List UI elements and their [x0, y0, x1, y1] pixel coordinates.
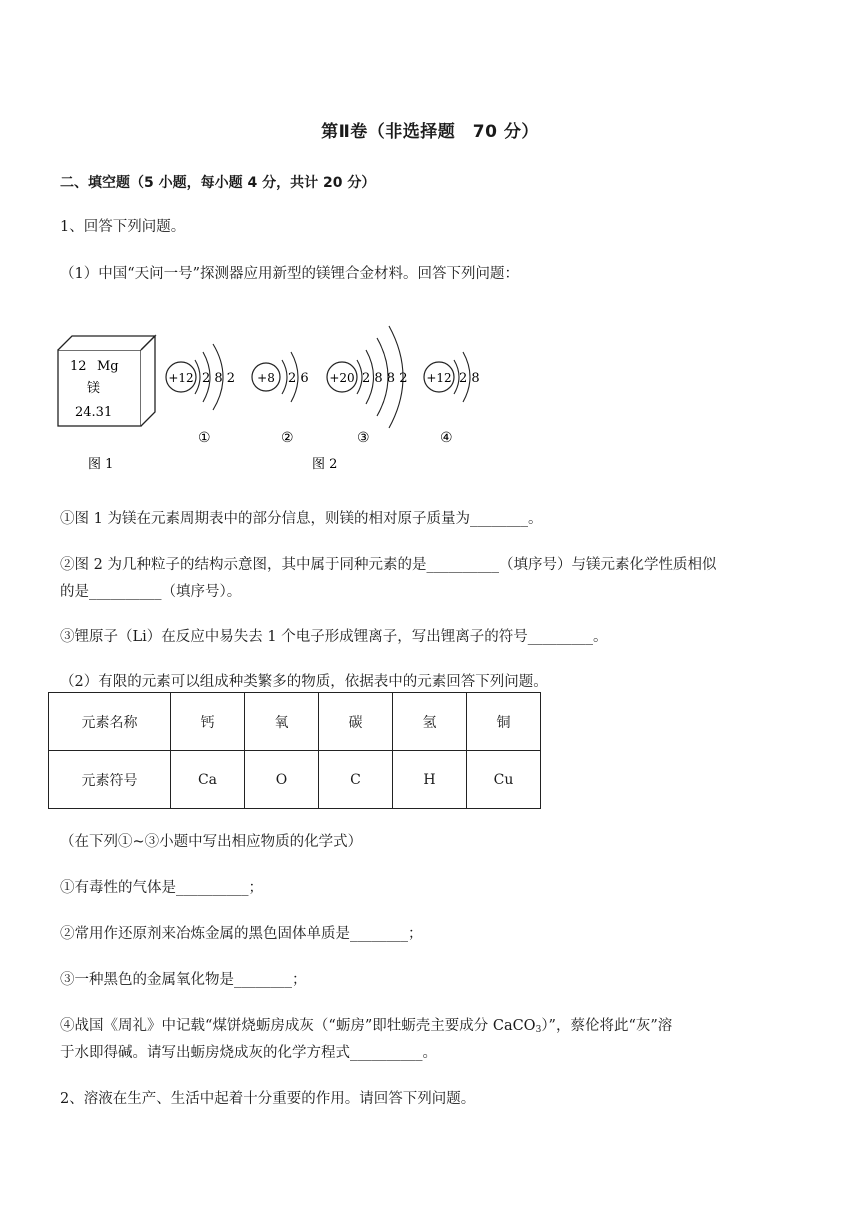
table-row: [49, 693, 541, 751]
particle-1: [166, 344, 235, 446]
periodic-table-cell: [58, 336, 155, 426]
table-cell: Ca: [171, 751, 245, 809]
particle-1-shells: 2 8 2: [202, 371, 236, 386]
question-1-sub-2-line-1: ②图 2 为几种粒子的结构示意图，其中属于同种元素的是__________（填序号）与镁元素化学性质相似: [60, 557, 717, 573]
particle-4-nucleus: +12: [426, 371, 452, 385]
question-2-stem: 2、溶液在生产、生活中起着十分重要的作用。请回答下列问题。: [60, 1091, 476, 1107]
atomic-structure-figures: [55, 312, 515, 477]
particle-2-nucleus: +8: [257, 371, 275, 385]
table-cell: Cu: [467, 751, 541, 809]
question-1-answer-3: ③一种黑色的金属氧化物是________；: [60, 972, 307, 988]
question-1-part-1: （1）中国“天问一号”探测器应用新型的镁锂合金材料。回答下列问题：: [60, 266, 520, 282]
question-1-sub-1: ①图 1 为镁在元素周期表中的部分信息，则镁的相对原子质量为________。: [60, 511, 543, 527]
element-symbol: Mg: [97, 359, 119, 374]
answer-4-text-post: ）”，蔡伦将此“灰”溶: [541, 1018, 673, 1034]
atomic-number: 12: [70, 359, 87, 374]
table-header-name: 元素名称: [49, 693, 171, 751]
question-1-note: （在下列①~③小题中写出相应物质的化学式）: [60, 834, 363, 850]
particle-3-nucleus: +20: [329, 371, 355, 385]
particle-4-shells: 2 8: [459, 371, 480, 386]
particle-1-label: ①: [198, 430, 211, 446]
particle-2-label: ②: [281, 430, 294, 446]
table-cell: C: [319, 751, 393, 809]
particle-1-nucleus: +12: [168, 371, 194, 385]
figure-2-caption: 图 2: [312, 457, 338, 472]
particle-3-label: ③: [357, 430, 370, 446]
question-1-answer-2: ②常用作还原剂来冶炼金属的黑色固体单质是________；: [60, 926, 423, 942]
particle-2: [252, 352, 309, 446]
question-1-sub-3: ③锂原子（Li）在反应中易失去 1 个电子形成锂离子，写出锂离子的符号_________。: [60, 629, 608, 645]
table-cell: 碳: [319, 693, 393, 751]
question-1-answer-4-line-2: 于水即得碱。请写出蛎房烧成灰的化学方程式__________。: [60, 1045, 437, 1061]
question-1-part-2: （2）有限的元素可以组成种类繁多的物质，依据表中的元素回答下列问题。: [60, 674, 548, 690]
table-cell: H: [393, 751, 467, 809]
table-cell: 铜: [467, 693, 541, 751]
table-cell: O: [245, 751, 319, 809]
particle-4: [424, 352, 480, 446]
element-table: [48, 692, 541, 809]
table-header-symbol: 元素符号: [49, 751, 171, 809]
question-1-stem: 1、回答下列问题。: [60, 219, 186, 235]
answer-4-text-pre: ④战国《周礼》中记载“煤饼烧蛎房成灰（“蛎房”即牡蛎壳主要成分 CaCO: [60, 1018, 536, 1034]
section-title: 第Ⅱ卷（非选择题 70 分）: [321, 122, 539, 142]
question-1-answer-4-line-1: [60, 1014, 672, 1035]
table-row: [49, 751, 541, 809]
table-cell: 氢: [393, 693, 467, 751]
particle-2-shells: 2 6: [288, 371, 309, 386]
answer-4-subscript: 3: [535, 1025, 542, 1035]
question-1-sub-2-line-2: 的是__________（填序号）。: [60, 584, 242, 600]
table-cell: 氧: [245, 693, 319, 751]
particle-4-label: ④: [440, 430, 453, 446]
element-name: 镁: [87, 381, 101, 396]
particle-3: [327, 326, 407, 446]
figure-1-caption: 图 1: [88, 457, 114, 472]
section-heading: 二、填空题（5 小题，每小题 4 分，共计 20 分）: [60, 175, 376, 191]
table-cell: 钙: [171, 693, 245, 751]
question-1-answer-1: ①有毒性的气体是__________；: [60, 880, 263, 896]
atomic-mass: 24.31: [75, 405, 113, 420]
particle-3-shells: 2 8 8 2: [362, 371, 408, 386]
